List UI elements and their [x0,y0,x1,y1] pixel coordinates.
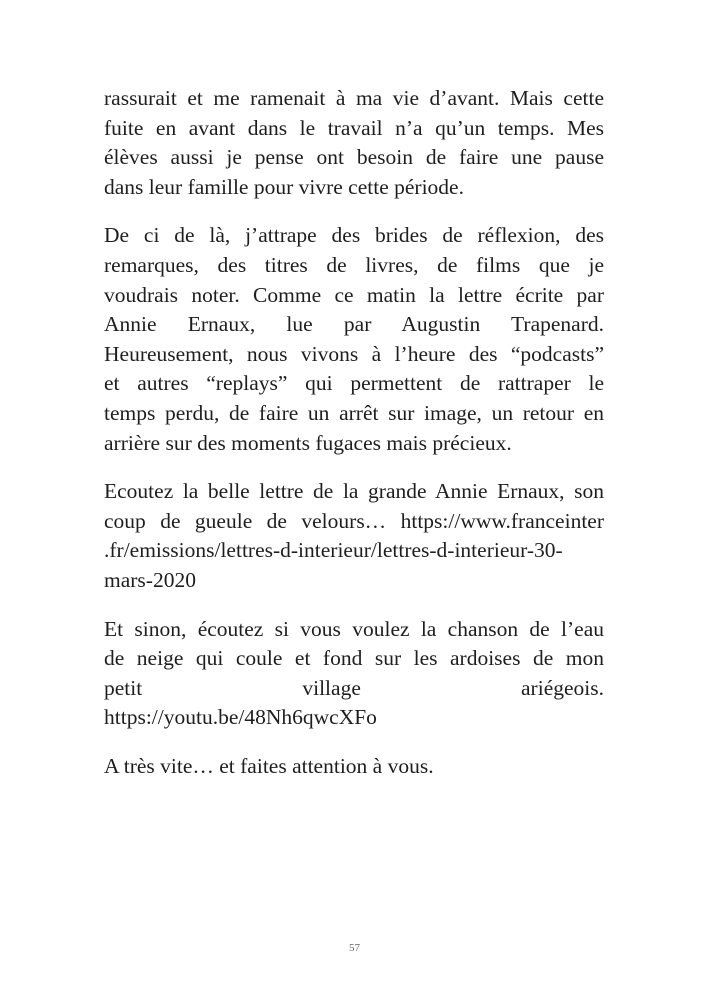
text-line: remarques, des titres de livres, de films que je [104,252,604,277]
text-line: arrière sur des moments fugaces mais précieux. [104,430,512,455]
text-line: élèves aussi je pense ont besoin de faire une pause [104,145,604,170]
text-line: rassurait et me ramenait à ma vie d’avant. Mais cette [104,86,604,110]
text-line: fuite en avant dans le travail n’a qu’un temps. Mes [104,115,604,140]
text-line: Ecoutez la belle lettre de la grande Annie Ernaux, son [104,479,604,504]
text-line: dans leur famille pour vivre cette période. [104,174,464,199]
text-line: https://youtu.be/48Nh6qwcXFo [104,705,377,730]
text-line: mars-2020 [104,567,196,592]
text-line: voudrais noter. Comme ce matin la lettre écrite par [104,282,604,307]
paragraph-2 [104,221,604,458]
text-line: .fr/emissions/lettres-d-interieur/lettres-d-interieur-30- [104,538,563,563]
page-body [104,84,604,800]
text-line: Annie Ernaux, lue par Augustin Trapenard. [104,312,604,337]
paragraph-1 [104,84,604,202]
text-line: et autres “replays” qui permettent de rattraper le [104,371,604,396]
text-line: coup de gueule de velours… https://www.franceinter [104,508,604,533]
text-line: temps perdu, de faire un arrêt sur image, un retour en [104,400,604,425]
paragraph-4 [104,615,604,733]
paragraph-5 [104,752,604,782]
page-number: 57 [349,942,360,954]
text-line: A très vite… et faites attention à vous. [104,753,434,778]
paragraph-3 [104,477,604,595]
text-line: de neige qui coule et fond sur les ardoises de mon [104,646,604,671]
text-line: petit village ariégeois. [104,675,604,700]
text-line: Heureusement, nous vivons à l’heure des “podcasts” [104,341,604,366]
text-line: Et sinon, écoutez si vous voulez la chanson de l’eau [104,616,604,641]
text-line: De ci de là, j’attrape des brides de réflexion, des [104,223,604,248]
